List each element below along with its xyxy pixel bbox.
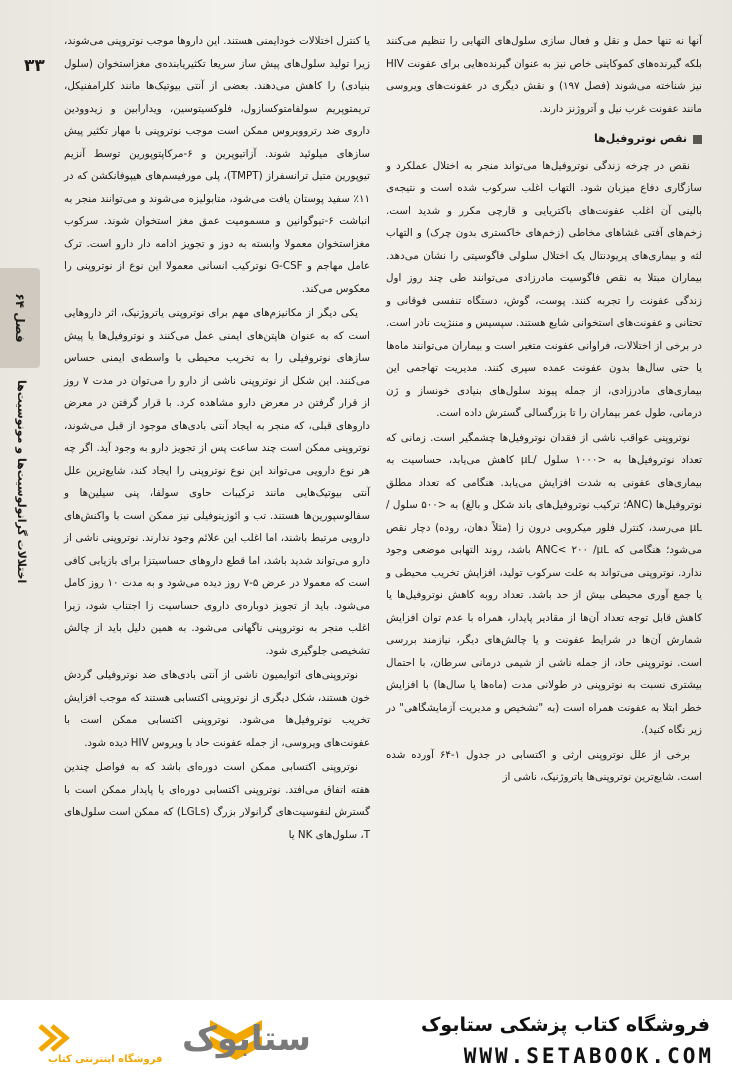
paragraph: نوتروپنی عواقب ناشی از فقدان نوتروفیل‌ها چشمگیر است. زمانی که تعداد نوتروفیل‌ها به <۱۰۰۰ سلول /µL کاهش می‌یابد، حساسیت به بیماری‌های عفونی به شدت افزایش می‌یابد. هنگامی که تعداد مطلق نوتروفیل‌ها (ANC؛ ترکیب نوتروفیل‌های باند شکل و بالغ) به <۵۰۰ سلول /µL می‌رسد، کنترل فلور میکروبی درون زا (مثلاً دهان، روده) دچار نقص می‌شود؛ هنگامی که ANC< ۲۰۰ /µL باشد، روند التهابی موضعی وجود ندارد. نوتروپنی می‌تواند به علت سرکوب تولید، افزایش تخریب محیطی و یا جمع آوری محیطی بیش از حد باشد. تعداد روبه کاهش نوتروفیل‌ها یا کاهش قابل توجه تعداد آن‌ها از مقادیر پایدار، همراه با عدم توان افزایش شمارش آن‌ها در شرایط عفونت و یا چالش‌های دیگر، نیازمند بررسی است. نوتروپنی حاد، از جمله ناشی از شیمی درمانی سرطان، با احتمال بیشتری نسبت به نوتروپنی در طولانی مدت (ماه‌ها یا سال‌ها) با افزایش خطر ابتلا به عفونت همراه است (به "تشخیص و مدیریت آزمایشگاهی" در زیر نگاه کنید). [386,431,703,736]
shop-name: فروشگاه کتاب پزشکی ستابوک [420,1014,710,1036]
footer-banner [0,1000,732,1080]
paragraph: یا کنترل اختلالات خودایمنی هستند. این داروها موجب نوتروپنی می‌شوند، زیرا تولید سلول‌های پیش ساز سریعا تکثیریابنده‌ی مغزاستخوان (سلول بنیادی) را کاهش می‌دهند. بعضی از آنتی بیوتیک‌ها مانند کلرامفنیکل، تریمتوپریم سولفامتوکسازول، فلوکسیتوسین، ویدارابین و زیدوودین داروی ضد رتروویروس ممکن است موجب نوتروپنی با مهار تکثیر پیش سازهای میلوئید شوند. آزاتیوپرین و ۶-مرکاپتوپورین توسط آنزیم تیوپورین متیل ترانسفراز (TMPT)، پلی مورفیسم‌های هیپوفانکشن که در ۱۱٪ سفید پوستان یافت می‌شود، متابولیزه می‌شوند و می‌توانند منجر به انباشت ۶-تیوگوانین و مسمومیت عمق مغز استخوان شوند. سرکوب مغزاستخوان معمولا وابسته به دوز و تجویز ادامه دار دارو است. ترک عامل مهاجم و G-CSF نوترکیب انسانی معمولا این نوع از نوتروپنی را معکوس می‌کند. [64,35,371,295]
section-heading-label: نقص نوتروفیل‌ها [594,132,687,145]
chapter-tab-label: فصل ۶۴ [13,293,27,343]
left-column [64,30,370,992]
page-number: ۳۳ [24,56,45,76]
logo-tagline: فروشگاه اینترنتی کتاب [48,1054,163,1065]
chapter-title-label: اختلالات گرانولوسیت‌ها و مونوسیت‌ها [15,380,28,584]
logo-wordmark: ستابوک [182,1019,311,1059]
paragraph: نقص در چرخه زندگی نوتروفیل‌ها می‌تواند منجر به اختلال عملکرد و سازگاری دفاع میزبان شود. التهاب اغلب سرکوب شده است و نتیجه‌ی بالینی آن اغلب عفونت‌های باکتریایی و قارچی مکرر و شدید است. زخم‌های آفتی غشاهای مخاطی (زخم‌های خاکستری بدون چرک) و التهاب لثه و بیماری‌های پریودنتال یک اختلال سلولی فاگوسیتی را نشان می‌دهد. بیماران مبتلا به نقص فاگوسیت مادرزادی می‌توانند طی چند روز اول زندگی عفونت را تجربه کنند. پوست، گوش، دستگاه تنفسی فوقانی و تحتانی و عفونت‌های استخوانی شایع هستند. سپسیس و مننژیت نادر است. در برخی از اختلالات، فراوانی عفونت متغیر است و بیماران می‌توانند ماه‌ها یا حتی سال‌ها بدون عفونت عمده سپری کنند. مدیریت تهاجمی این بیماری‌های مادرزادی، از جمله پیوند سلول‌های بنیادی خونساز و ژن درمانی، طول عمر بیماران را تا بزرگسالی گسترش داده است. [386,159,702,419]
paragraph: یکی دیگر از مکانیزم‌های مهم برای نوتروپنی یاتروژنیک، اثر داروهایی است که به عنوان هاپتن‌های ایمنی عمل می‌کنند و نوتروفیل‌ها یا پیش سازهای نوتروفیلی را به تخریب محیطی با واسطه‌ی ایمنی حساس می‌کنند. این شکل از نوتروپنی ناشی از دارو را می‌توان در مدت ۷ روز از قرار گرفتن در معرض دارو مشاهده کرد. با قرار گرفتن در معرض داروهای قبلی، که منجر به ایجاد آنتی بادی‌های موجود از قبل می‌شوند، نوتروپنی ممکن است چند ساعت پس از تجویز دارو به وجود آید. اگر چه هر نوع دارویی می‌تواند این نوع نوتروپنی را ایجاد کند، شایع‌ترین علل آنتی بیوتیک‌هایی مانند ترکیبات حاوی سولفا، پنی سیلین‌ها و سفالوسپورین‌ها هستند. تب و ائوزینوفیلی نیز ممکن است با واکنش‌های دارویی مرتبط باشند، اما اغلب این علائم وجود ندارند. نوتروپنی ناشی از دارو می‌تواند شدید باشد، اما قطع داروهای حساسیتزا برای بازیابی کافی است که معمولا در عرض ۵-۷ روز دیده می‌شود و به مدت ۱۰ روز کامل می‌شود. باید از تجویز دوباره‌ی داروی حساسیت زا اجتناب شود، زیرا اغلب منجر به نوتروپنی ناگهانی می‌شود. به همین دلیل باید از چالش تشخیصی جلوگیری شود. [64,307,370,657]
chapter-tab [0,268,40,368]
square-bullet-icon [693,135,702,144]
paragraph: نوتروپنی اکتسابی ممکن است دوره‌ای باشد که به فواصل چندین هفته اتفاق می‌افتد. نوتروپنی اکتسابی دوره‌ای یا پایدار ممکن است با گسترش لنفوسیت‌های گرانولار بزرگ (LGLs) که ممکن است سلول‌های T، سلول‌های NK یا [64,761,370,841]
right-column [386,30,702,992]
section-heading [386,128,702,151]
paragraph: آنها نه تنها حمل و نقل و فعال سازی سلول‌های التهابی را تنظیم می‌کنند بلکه گیرنده‌های کموکاینی خاص نیز به عنوان گیرنده‌هایی برای عفونت HIV نیز شناخته می‌شوند (فصل ۱۹۷) و نقش دیگری در عفونت‌های ویروسی مانند عفونت غرب نیل و آتروژنز دارند. [386,35,702,115]
paragraph: نوتروپنی‌های اتوایمیون ناشی از آنتی بادی‌های ضد نوتروفیلی گردش خون هستند، شکل دیگری از نوتروپنی اکتسابی هستند که موجب افزایش تخریب نوتروفیل‌ها می‌شود. نوتروپنی اکتسابی ممکن است با عفونت‌های ویروسی، از جمله عفونت حاد با ویروس HIV دیده شود. [64,669,370,749]
paragraph: برخی از علل نوتروپنی ارثی و اکتسابی در جدول ۱-۶۴ آورده شده است. شایع‌ترین نوتروپنی‌ها یاتروژنیک، ناشی از [386,748,702,783]
shop-url[interactable]: WWW.SETABOOK.COM [463,1044,714,1068]
